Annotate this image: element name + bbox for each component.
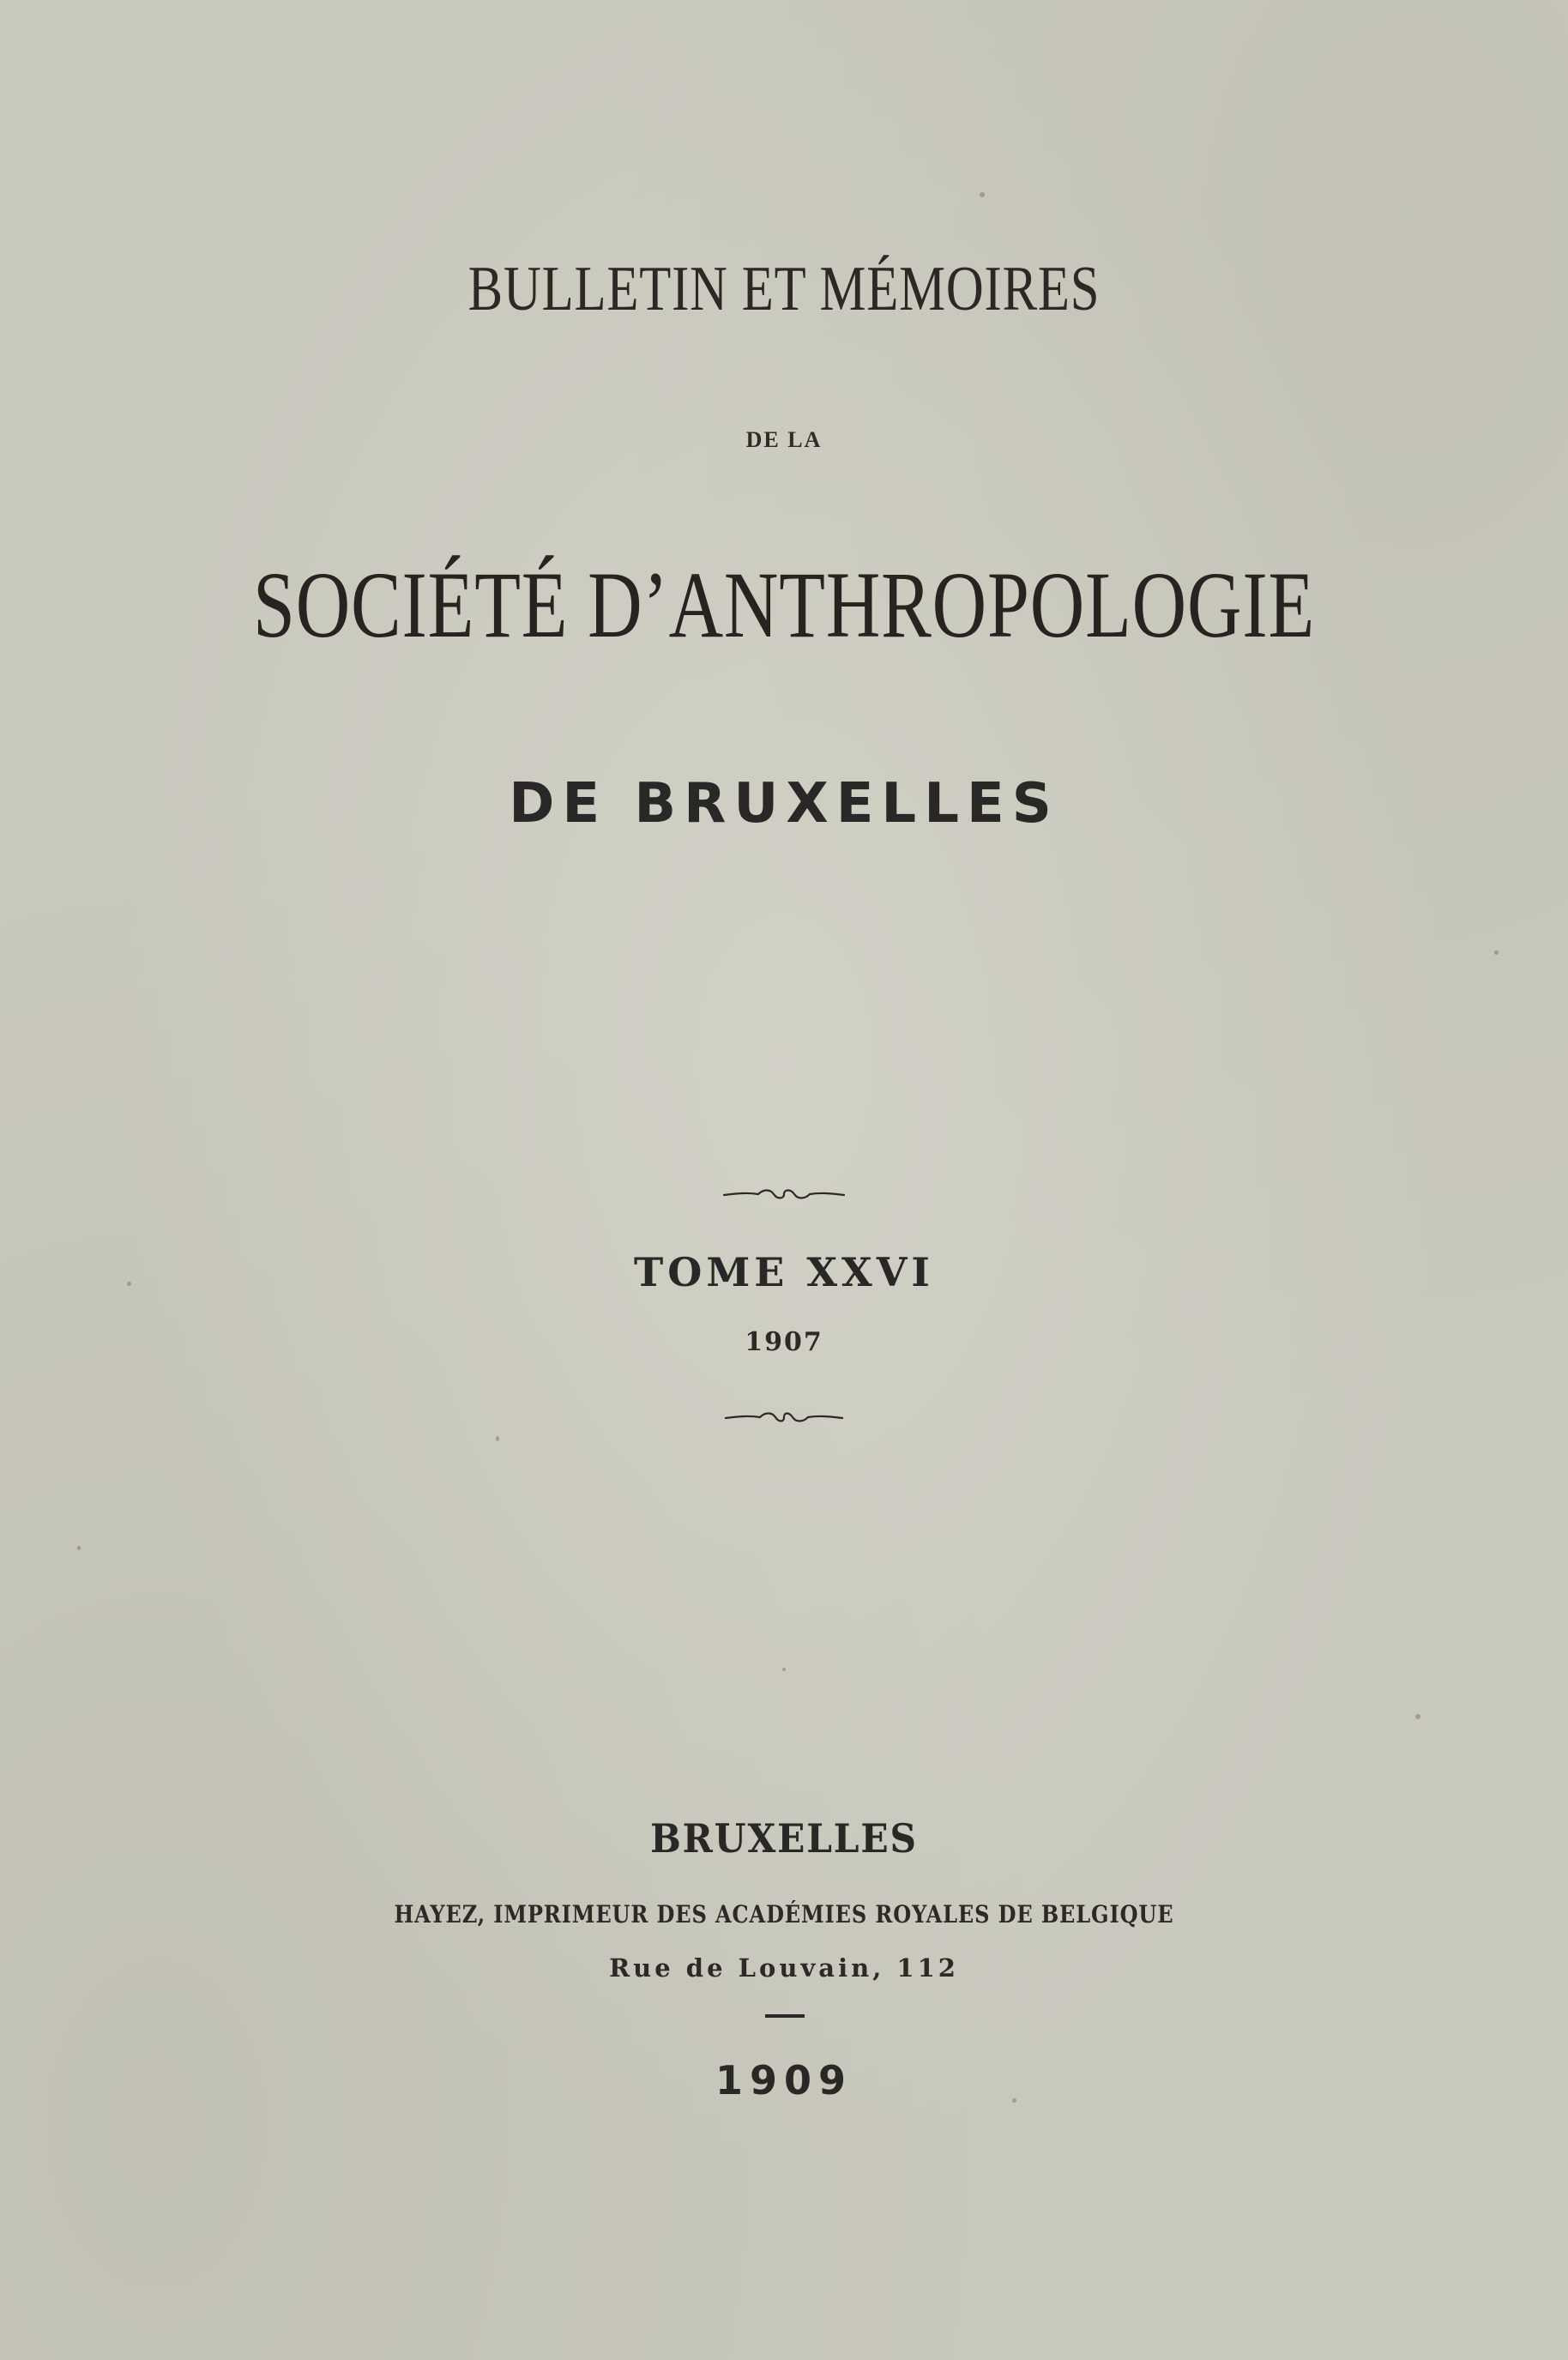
ornament-divider-bottom [0, 1405, 1568, 1431]
title-de-bruxelles: DE BRUXELLES [509, 772, 1059, 836]
paper-speck [1415, 1714, 1420, 1719]
imprint-rule [765, 2014, 805, 2018]
title-de-la: DE LA [745, 427, 823, 452]
volume-number: TOME XXVI [634, 1249, 934, 1295]
imprint-year: 1909 [715, 2057, 853, 2103]
ornament-divider-top [0, 1182, 1568, 1208]
title-bulletin-et-memoires: BULLETIN ET MÉMOIRES [467, 254, 1101, 324]
imprint-address: Rue de Louvain, 112 [609, 1953, 959, 1983]
paper-speck [496, 1436, 499, 1441]
imprint-printer: HAYEZ, IMPRIMEUR DES ACADÉMIES ROYALES DE BELGIQUE [394, 1900, 1174, 1928]
title-societe-anthropologie: SOCIÉTÉ D’ANTHROPOLOGIE [252, 552, 1316, 657]
imprint-city: BRUXELLES [650, 1815, 918, 1862]
paper-speck [782, 1668, 786, 1671]
paper-speck [1494, 951, 1499, 955]
paper-speck [127, 1282, 131, 1286]
paper-speck [980, 192, 985, 197]
paper-speck [77, 1546, 81, 1550]
paper-speck [1012, 2098, 1016, 2103]
volume-year: 1907 [745, 1327, 823, 1357]
